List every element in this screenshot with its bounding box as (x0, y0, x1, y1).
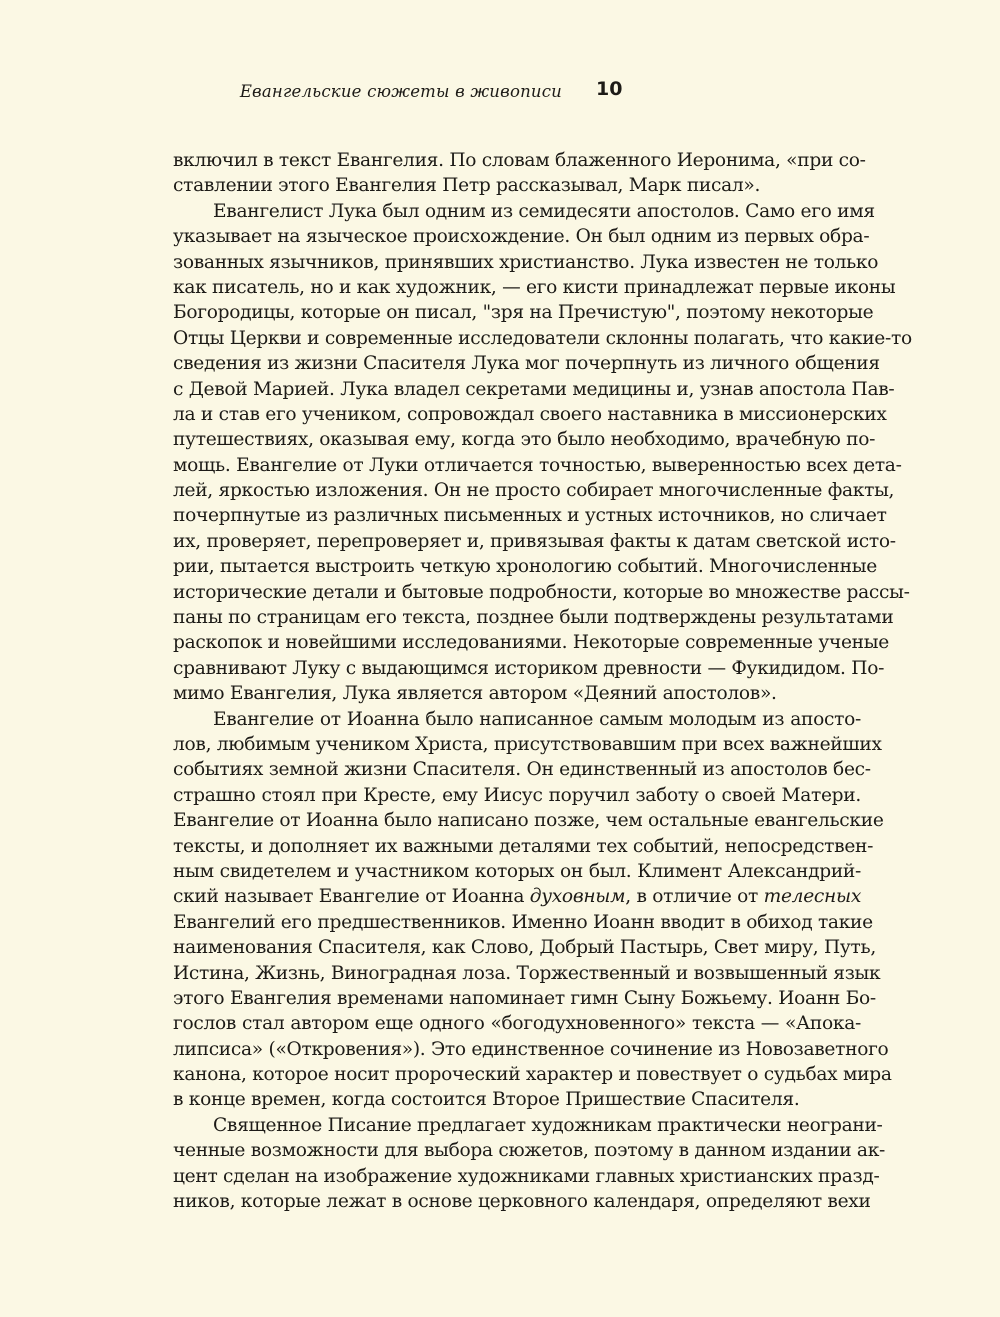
text-line: этого Евангелия временами напоминает гимн Сыну Божьему. Иоанн Бо- (173, 987, 876, 1009)
text-line: с Девой Марией. Лука владел секретами медицины и, узнав апостола Пав- (173, 378, 895, 400)
text-line: лов, любимым учеником Христа, присутствовавшим при всех важнейших (173, 733, 882, 755)
text-line: зованных язычников, принявших христианство. Лука известен не только (173, 251, 879, 273)
text-line: ставлении этого Евангелия Петр рассказывал, Марк писал». (173, 175, 761, 197)
text-line: указывает на языческое происхождение. Он был одним из первых обра- (173, 226, 870, 248)
text-line: событиях земной жизни Спасителя. Он единственный из апостолов бес- (173, 759, 871, 781)
text-line: канона, которое носит пророческий характер и повествует о судьбах мира (173, 1064, 892, 1086)
text-line: мощь. Евангелие от Луки отличается точностью, выверенностью всех дета- (173, 454, 902, 476)
text-line: Отцы Церкви и современные исследователи склонны полагать, что какие-то (173, 327, 912, 349)
text-line: лей, яркостью изложения. Он не просто собирает многочисленные факты, (173, 480, 895, 502)
text-line: Истина, Жизнь, Виноградная лоза. Торжественный и возвышенный язык (173, 962, 881, 984)
text-line (173, 884, 861, 909)
text-line: ченные возможности для выбора сюжетов, поэтому в данном издании ак- (173, 1140, 885, 1162)
text-line: тексты, и дополняет их важными деталями тех событий, непосредствен- (173, 835, 874, 857)
text-line: ла и став его учеником, сопровождал своего наставника в миссионерских (173, 403, 887, 425)
text-line: Священное Писание предлагает художникам практически неограни- (213, 1114, 883, 1136)
text-line: путешествиях, оказывая ему, когда это было необходимо, врачебную по- (173, 429, 876, 451)
page-number: 10 (596, 78, 623, 100)
text-line: ным свидетелем и участником которых он был. Климент Александрий- (173, 860, 861, 882)
text-line: Евангелист Лука был одним из семидесяти апостолов. Само его имя (213, 200, 875, 222)
text-line: Евангелие от Иоанна было написано позже, чем остальные евангельские (173, 810, 884, 832)
text-line: сравнивают Луку с выдающимся историком древности — Фукидидом. По- (173, 657, 885, 679)
text-line: их, проверяет, перепроверяет и, привязывая факты к датам светской исто- (173, 530, 896, 552)
text-run: , в отличие от (625, 886, 764, 908)
running-header (0, 78, 1000, 108)
text-line: почерпнутые из различных письменных и устных источников, но сличает (173, 505, 887, 527)
text-line: Богородицы, которые он писал, "зря на Пречистую", поэтому некоторые (173, 302, 874, 324)
running-title: Евангельские сюжеты в живописи (239, 82, 562, 101)
text-run: ский называет Евангелие от Иоанна (173, 886, 530, 908)
text-line: липсиса» («Откровения»). Это единственное сочинение из Новозаветного (173, 1038, 889, 1060)
italic-term: духовным (529, 886, 626, 908)
text-line: рии, пытается выстроить четкую хронологию событий. Многочисленные (173, 556, 877, 578)
text-line: цент сделан на изображение художниками главных христианских празд- (173, 1165, 880, 1187)
text-line: мимо Евангелия, Лука является автором «Деяний апостолов». (173, 683, 777, 705)
italic-term: телесных (763, 886, 862, 908)
text-line: в конце времен, когда состоится Второе Пришествие Спасителя. (173, 1089, 800, 1111)
text-line: исторические детали и бытовые подробности, которые во множестве рассы- (173, 581, 910, 603)
text-line: ников, которые лежат в основе церковного календаря, определяют вехи (173, 1191, 871, 1213)
text-line: раскопок и новейшими исследованиями. Некоторые современные ученые (173, 632, 889, 654)
text-line: гослов стал автором еще одного «богодухновенного» текста — «Апока- (173, 1013, 861, 1035)
text-line: Евангелий его предшественников. Именно Иоанн вводит в обиход такие (173, 911, 873, 933)
body-text (173, 148, 912, 1214)
text-line: паны по страницам его текста, позднее были подтверждены результатами (173, 607, 894, 629)
text-line: страшно стоял при Кресте, ему Иисус поручил заботу о своей Матери. (173, 784, 861, 806)
text-line: как писатель, но и как художник, — его кисти принадлежат первые иконы (173, 276, 896, 298)
text-line: включил в текст Евангелия. По словам блаженного Иеронима, «при со- (173, 150, 866, 171)
text-line: наименования Спасителя, как Слово, Добрый Пастырь, Свет миру, Путь, (173, 937, 876, 959)
text-line: Евангелие от Иоанна было написанное самым молодым из апосто- (213, 708, 861, 730)
text-line: сведения из жизни Спасителя Лука мог почерпнуть из личного общения (173, 353, 880, 375)
